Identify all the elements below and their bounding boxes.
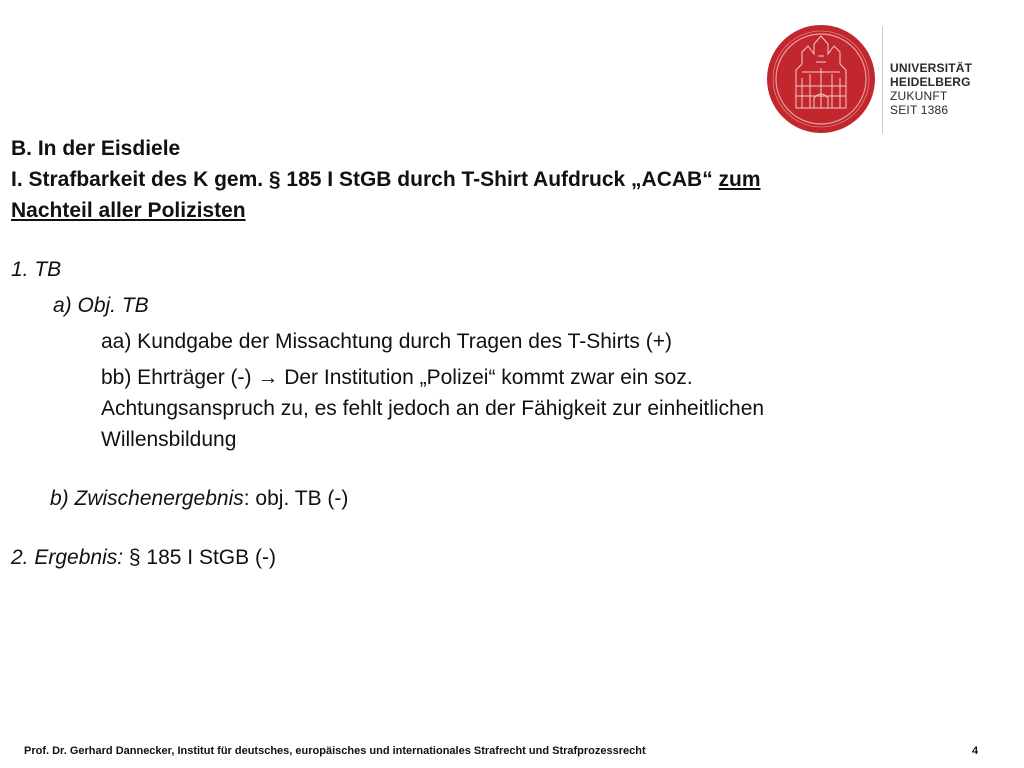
zwischenergebnis — [11, 483, 971, 514]
zwischenergebnis-value: : obj. TB (-) — [243, 487, 349, 510]
university-wordmark — [890, 61, 972, 117]
ergebnis-value: § 185 I StGB (-) — [123, 546, 276, 569]
logo-divider — [882, 26, 883, 134]
ergebnis — [11, 542, 971, 573]
slide-content — [11, 133, 971, 573]
wordmark-line-4: SEIT 1386 — [890, 103, 949, 117]
heading-line-2-underlined: zum — [718, 168, 761, 191]
point-bb-line-3: Willensbildung — [101, 428, 237, 451]
wordmark-line-1: UNIVERSITÄT — [890, 61, 973, 75]
point-bb-line-2: Achtungsanspruch zu, es fehlt jedoch an der Fähigkeit zur einheitlichen — [101, 397, 765, 420]
obj-tb: a) Obj. TB — [53, 294, 149, 317]
point-aa: aa) Kundgabe der Missachtung durch Tragen des T-Shirts (+) — [101, 330, 673, 353]
heading-line-2-main: I. Strafbarkeit des K gem. § 185 I StGB durch T-Shirt Aufdruck „ACAB“ — [11, 168, 719, 191]
heading-line-2 — [11, 164, 971, 195]
page-number: 4 — [972, 745, 979, 757]
ergebnis-label: 2. Ergebnis: — [11, 546, 124, 569]
heading-line-3 — [11, 195, 971, 226]
footer-text: Prof. Dr. Gerhard Dannecker, Institut für deutsches, europäisches und internationales Strafrecht und Strafprozessrecht — [24, 745, 646, 757]
wordmark-line-2: HEIDELBERG — [890, 75, 971, 89]
university-seal-icon — [766, 24, 876, 134]
heading-line-3-underlined: Nachteil aller Polizisten — [11, 199, 246, 222]
point-bb-line-1: bb) Ehrträger (-) → Der Institution „Polizei“ kommt zwar ein soz. — [101, 366, 693, 389]
heading-line-1: B. In der Eisdiele — [11, 137, 181, 160]
university-logo — [766, 24, 986, 136]
wordmark-line-3: ZUKUNFT — [890, 89, 948, 103]
tb-title: 1. TB — [11, 258, 62, 281]
zwischenergebnis-label: b) Zwischenergebnis — [50, 487, 244, 510]
